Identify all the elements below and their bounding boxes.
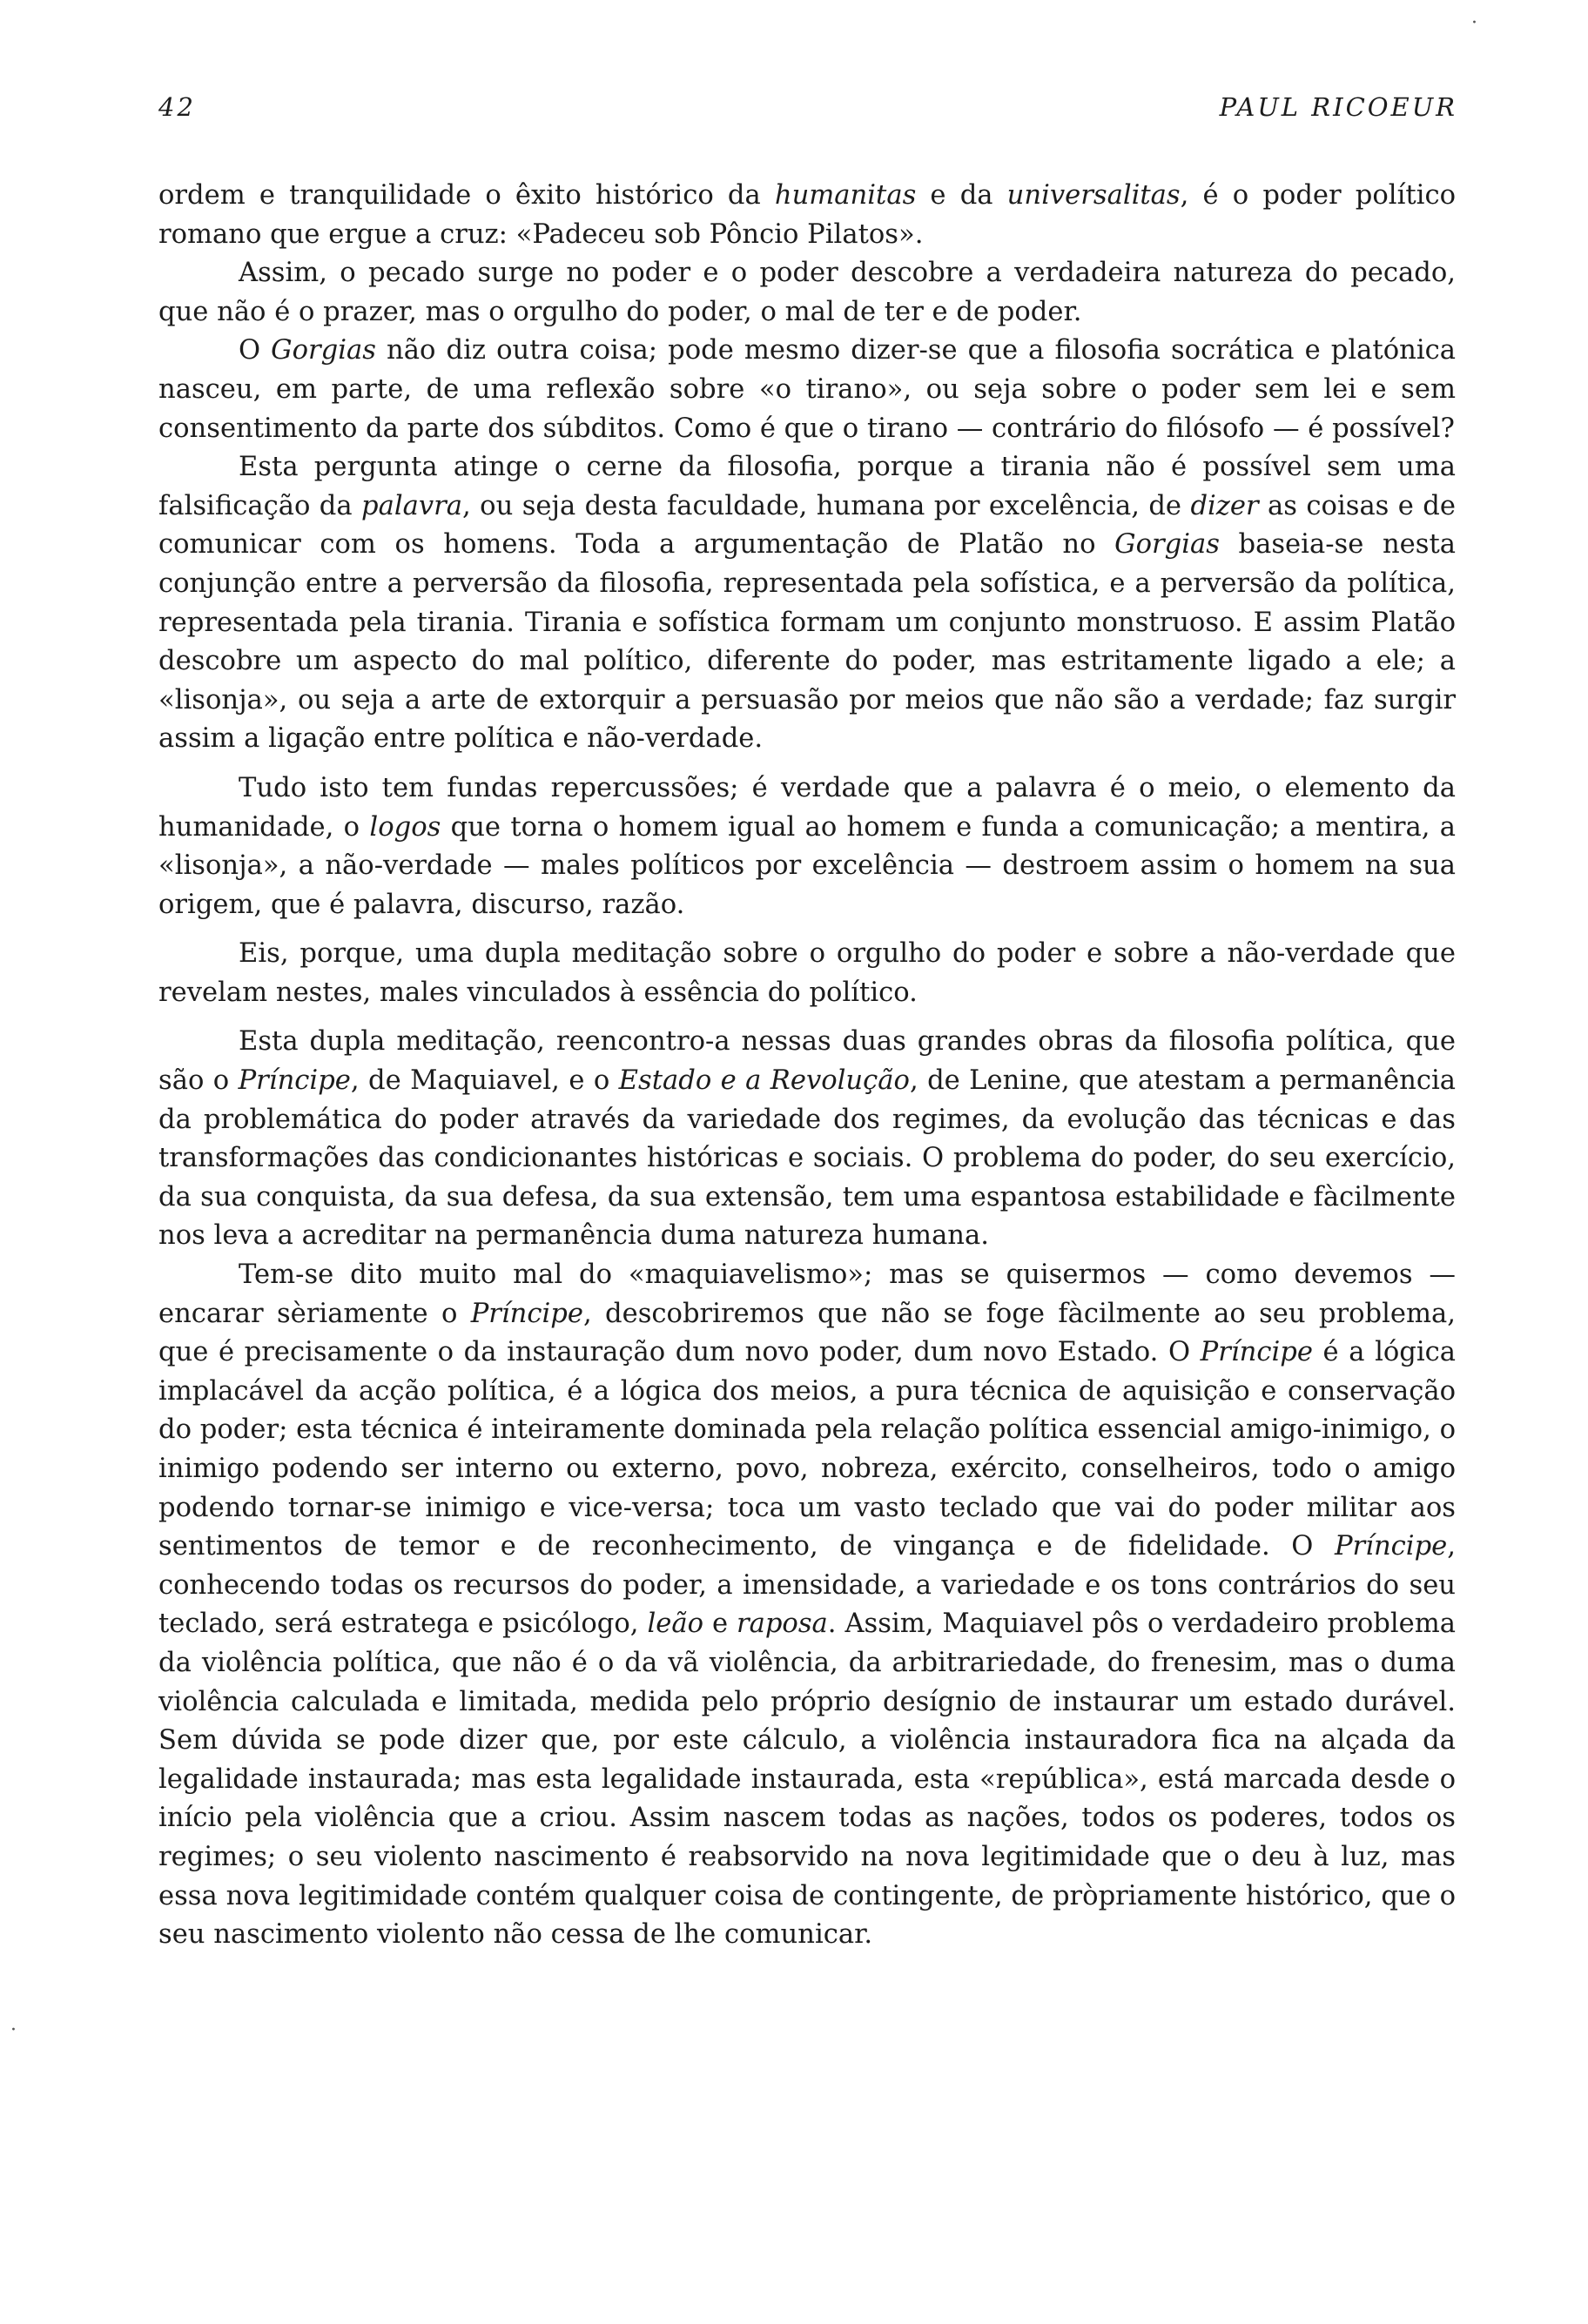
page-number: 42 <box>158 92 196 122</box>
italic-term: humanitas <box>774 180 917 211</box>
text-run: é a lógica implacável da acção política, é a lógica dos meios, a pura técnica de aquisição e conservação do poder; esta técnica é inteiramente dominada pela relação política essencial amigo-inimigo, o inimigo podendo ser interno ou externo, povo, nobreza, exército, conselheiros, todo o amigo podendo tornar-se inimigo e vice-versa; toca um vasto teclado que vai do poder militar aos sentimentos de temor e de reconhecimento, de vingança e de fidelidade. O <box>158 1337 1457 1562</box>
text-run: baseia-se nesta conjunção entre a perversão da filosofia, representada pela sofística, e a perversão da política, representada pela tirania. Tirania e sofística formam um conjunto monstruoso. E assim Platão descobre um aspecto do mal político, diferente do poder, mas estritamente ligado a ele; a «lisonja», ou seja a arte de extorquir a persuasão por meios que não são a verdade; faz surgir assim a ligação entre política e não-verdade. <box>158 529 1456 755</box>
text-run: as coisas e de comunicar com os homens. Toda a argumentação de Platão no <box>158 490 1456 561</box>
paragraph <box>158 935 1456 1012</box>
italic-term: Príncipe <box>238 1065 351 1097</box>
paragraph <box>158 254 1456 332</box>
italic-term: Príncipe <box>1334 1531 1448 1562</box>
text-run: ordem e tranquilidade o êxito histórico da <box>158 180 775 211</box>
text-run: não diz outra coisa; pode mesmo dizer-se que a filosofia socrática e platónica nasceu, em parte, de uma reflexão sobre «o tirano», ou seja sobre o poder sem lei e sem consentimento da parte dos súbditos. Como é que o tirano — contrário do filósofo — é possível? <box>158 335 1456 444</box>
text-run: Assim, o pecado surge no poder e o poder descobre a verdadeira natureza do pecado, que não é o prazer, mas o orgulho do poder, o mal de ter e de poder. <box>158 258 1456 327</box>
italic-term: leão <box>647 1609 704 1640</box>
paragraph <box>158 1256 1456 1955</box>
text-run: e da <box>916 180 1007 211</box>
text-run: Esta dupla meditação, reencontro-a nessas duas grandes obras da filosofia política, que são o <box>158 1026 1456 1097</box>
text-run: , descobriremos que não se foge fàcilmente ao seu problema, que é precisamente o da instauração dum novo poder, dum novo Estado. O <box>158 1298 1456 1368</box>
paragraph <box>158 448 1456 759</box>
paragraph <box>158 769 1456 924</box>
paragraph <box>158 177 1456 254</box>
page-header <box>158 92 1457 136</box>
italic-term: logos <box>369 811 441 843</box>
italic-term: Estado e a Revolução <box>618 1065 910 1097</box>
running-head: PAUL RICOEUR <box>1219 92 1457 122</box>
paragraph <box>158 1023 1456 1256</box>
text-run: , conhecendo todas os recursos do poder, a imensidade, a variedade e os tons contrários do seu teclado, será estratega e psicólogo, <box>158 1531 1456 1640</box>
scan-speck: · <box>10 2019 17 2041</box>
paragraph <box>158 332 1456 448</box>
italic-term: palavra <box>361 490 463 521</box>
body-text <box>158 177 1456 1955</box>
text-run: O <box>239 335 272 366</box>
italic-term: Príncipe <box>470 1298 583 1329</box>
text-run: que torna o homem igual ao homem e funda a comunicação; a mentira, a «lisonja», a não-verdade — males políticos por excelência — destroem assim o homem na sua origem, que é palavra, discurso, razão. <box>158 811 1456 920</box>
italic-term: raposa <box>736 1609 828 1640</box>
italic-term: universalitas <box>1006 180 1181 211</box>
text-run: , de Maquiavel, e o <box>350 1065 619 1097</box>
italic-term: dizer <box>1190 490 1259 521</box>
scan-speck: · <box>1471 12 1477 34</box>
text-run: Tudo isto tem fundas repercussões; é verdade que a palavra é o meio, o elemento da humanidade, o <box>158 772 1456 843</box>
text-run: Tem-se dito muito mal do «maquiavelismo»; mas se quisermos — como devemos — encarar sèriamente o <box>158 1259 1456 1329</box>
text-run: e <box>703 1609 737 1640</box>
text-run: , ou seja desta faculdade, humana por excelência, de <box>462 490 1191 521</box>
text-run: Eis, porque, uma dupla meditação sobre o orgulho do poder e sobre a não-verdade que revelam nestes, males vinculados à essência do político. <box>158 938 1456 1008</box>
italic-term: Gorgias <box>1114 529 1220 561</box>
text-run: , de Lenine, que atestam a permanência da problemática do poder através da variedade dos regimes, da evolução das técnicas e das transformações das condicionantes históricas e sociais. O problema do poder, do seu exercício, da sua conquista, da sua defesa, da sua extensão, tem uma espantosa estabilidade e fàcilmente nos leva a acreditar na permanência duma natureza humana. <box>158 1065 1456 1252</box>
text-run: Esta pergunta atinge o cerne da filosofia, porque a tirania não é possível sem uma falsificação da <box>158 452 1456 521</box>
text-run: . Assim, Maquiavel pôs o verdadeiro problema da violência política, que não é o da vã violência, da arbitrariedade, do frenesim, mas o duma violência calculada e limitada, medida pelo próprio desígnio de instaurar um estado durável. Sem dúvida se pode dizer que, por este cálculo, a violência instauradora fica na alçada da legalidade instaurada; mas esta legalidade instaurada, esta «república», está marcada desde o início pela violência que a criou. Assim nascem todas as nações, todos os poderes, todos os regimes; o seu violento nascimento é reabsorvido na nova legitimidade que o deu à luz, mas essa nova legitimidade contém qualquer coisa de contingente, de pròpriamente histórico, que o seu nascimento violento não cessa de lhe comunicar. <box>158 1609 1456 1951</box>
text-run: , é o poder político romano que ergue a cruz: «Padeceu sob Pôncio Pilatos». <box>158 180 1457 250</box>
italic-term: Gorgias <box>271 335 376 366</box>
italic-term: Príncipe <box>1200 1337 1313 1368</box>
